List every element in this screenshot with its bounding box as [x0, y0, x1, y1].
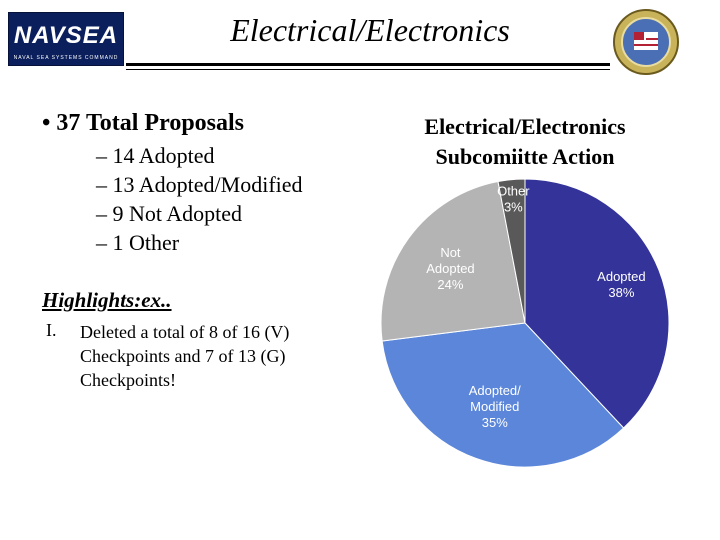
count-adopted-modified: – 13 Adopted/Modified	[96, 172, 303, 197]
highlight-line-2: Checkpoints and 7 of 13 (G)	[80, 346, 286, 366]
count-other: – 1 Other	[96, 230, 180, 255]
seal-emblem-icon	[612, 8, 680, 76]
navsea-logo	[8, 12, 124, 66]
slide-title: Electrical/Electronics	[230, 12, 510, 48]
chart-title	[390, 112, 660, 172]
pie-chart	[380, 178, 680, 478]
highlight-marker: I.	[46, 320, 57, 340]
highlight-line-3: Checkpoints!	[80, 370, 176, 390]
highlights-heading: Highlights:ex..	[42, 288, 172, 312]
total-proposals: • 37 Total Proposals	[42, 110, 245, 136]
logo-wordmark: NAVSEA	[13, 22, 119, 49]
title-rule-thin	[126, 69, 610, 70]
pie-label-adopted: Adopted 38%	[597, 268, 646, 300]
logo-subtext: NAVAL SEA SYSTEMS COMMAND	[13, 55, 119, 61]
highlight-line-1: Deleted a total of 8 of 16 (V)	[80, 322, 290, 342]
pie-label-not-adopted: Not Adopted 24%	[426, 244, 475, 292]
highlight-text	[80, 320, 330, 392]
count-adopted: – 14 Adopted	[96, 143, 215, 168]
pie-label-other: Other 3%	[497, 183, 530, 215]
title-rule-thick	[126, 63, 610, 66]
chart-title-line-1: Electrical/Electronics	[424, 114, 626, 139]
chart-title-line-2: Subcomiitte Action	[435, 144, 615, 169]
pie-label-adopted-modified: Adopted/ Modified 35%	[468, 383, 521, 431]
count-not-adopted: – 9 Not Adopted	[96, 201, 243, 226]
